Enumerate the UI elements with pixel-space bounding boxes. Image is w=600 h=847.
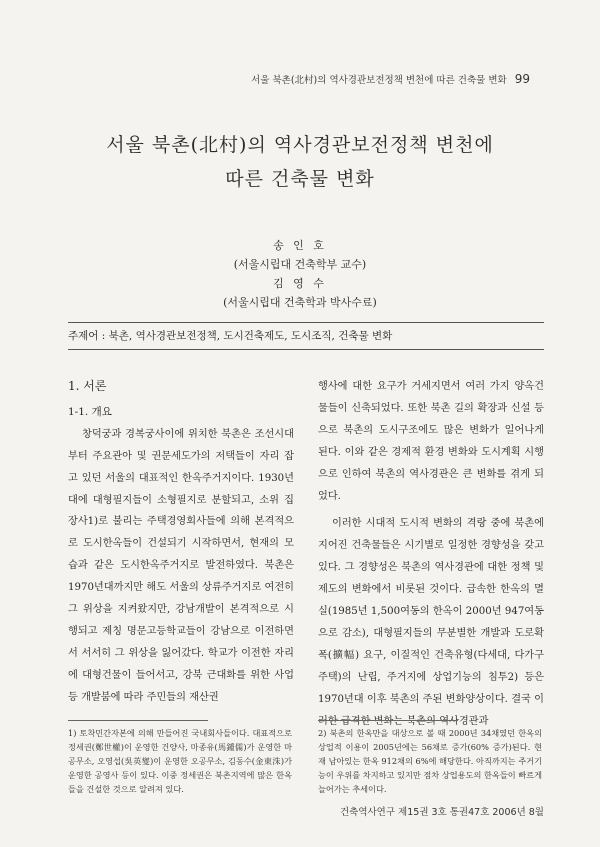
paper-title bbox=[40, 128, 560, 196]
body-paragraph: 이러한 시대적 도시적 변화의 격랑 중에 북촌에 지어진 건축물들은 시기별로 일정한 경향성을 갖고 있다. 그 경향성은 북촌의 역사경관에 대한 정책 및 제도의 변화에서 비롯된 것이다. 급속한 한옥의 멸실(1985년 1,500여동의 한옥이 2000년 947여동으로 감소), 대형필지들의 무분별한 개발과 도로확폭(擴幅) 요구, 이질적인 건축유형(다세대, 다가구 주택)의 난립, 주거지에 상업기능의 침투2) 등은 1970년대 이후 북촌의 주된 변화양상이다. 결국 이러한 급격한 변화는 북촌의 역사경관과 bbox=[318, 518, 544, 727]
running-header-text: 서울 북촌(北村)의 역사경관보전정책 변천에 따른 건축물 변화 bbox=[251, 75, 507, 86]
body-column-left bbox=[68, 376, 294, 709]
footnote-divider bbox=[318, 720, 458, 721]
journal-footer: 건축역사연구 제15권 3호 통권47호 2006년 8월 bbox=[339, 807, 544, 818]
body-column-right bbox=[318, 376, 544, 733]
footnote-1: 1) 토착민간자본에 의해 만들어진 국내회사들이다. 대표적으로 정세권(鄭世權)이 운영한 건양사, 마종유(馬鍾儒)가 운영한 마공무소, 오영섭(吳英燮)이 운영한 오공무소, 김동수(金東洙)가 운영한 공영사 등이 있다. 이중 정세권은 북촌지역에 많은 한옥들을 건설한 것으로 알려져 있다. bbox=[68, 728, 292, 794]
body-paragraph: 창덕궁과 경복궁사이에 위치한 북촌은 조선시대부터 주요관아 및 권문세도가의 저택들이 자리 잡고 있던 서울의 대표적인 한옥주거지이다. 1930년대에 대형필지들이 소형필지로 분할되고, 소위 집장사1)로 불리는 주택경영회사들에 의해 본격적으로 도시한옥들이 건설되기 시작하면서, 현재의 모습과 같은 도시한옥주거지로 발전하였다. 북촌은 1970년대까지만 해도 서울의 상류주거지로 여전히 그 위상을 지켜왔지만, 강남개발이 본격적으로 시행되고 제칭 명문고등학교들이 강남으로 이전하면서 서서히 그 위상을 잃어갔다. 학교가 이전한 자리에 대형건물이 들어서고, 강북 근대화를 위한 사업 등 개발붐에 따라 주민들의 재산권 bbox=[68, 428, 294, 703]
title-line-1: 서울 북촌(北村)의 역사경관보전정책 변천에 bbox=[106, 134, 494, 156]
keywords: 주제어 : 북촌, 역사경관보전정책, 도시건축제도, 도시조직, 건축물 변화 bbox=[68, 322, 544, 350]
author-affiliation-1: (서울시립대 건축학부 교수) bbox=[233, 258, 367, 271]
footnote-divider bbox=[68, 720, 208, 721]
running-header bbox=[250, 72, 530, 86]
body-paragraph: 행사에 대한 요구가 거세지면서 여러 가지 양옥건물들이 신축되었다. 또한 북촌 길의 확장과 신설 등으로 북촌의 도시구조에도 많은 변화가 일어나게 된다. 이와 같은 경제적 환경 변화와 도시계획 시행으로 인하여 북촌의 역사경관은 큰 변화를 겪게 되었다. bbox=[318, 381, 544, 502]
page-number: 99 bbox=[514, 72, 530, 86]
title-line-2: 따른 건축물 변화 bbox=[225, 168, 375, 190]
subsection-heading: 1-1. 개요 bbox=[68, 405, 112, 418]
author-block bbox=[40, 236, 560, 312]
author-affiliation-2: (서울시립대 건축학과 박사수료) bbox=[223, 296, 377, 309]
author-name-1: 송 인 호 bbox=[273, 239, 327, 252]
section-heading: 1. 서론 bbox=[68, 379, 107, 393]
footnote-2: 2) 북촌의 한옥만을 대상으로 볼 때 2000년 34채였던 한옥의 상업적 이용이 2005년에는 56채로 증가(60% 증가)된다. 현재 남아있는 한옥 912채의 6%에 해당한다. 아직까지는 주거기능이 우위를 차지하고 있지만 점차 상업용도의 한옥들이 빠르게 늘어가는 추세이다. bbox=[318, 728, 542, 794]
author-name-2: 김 영 수 bbox=[273, 277, 327, 290]
